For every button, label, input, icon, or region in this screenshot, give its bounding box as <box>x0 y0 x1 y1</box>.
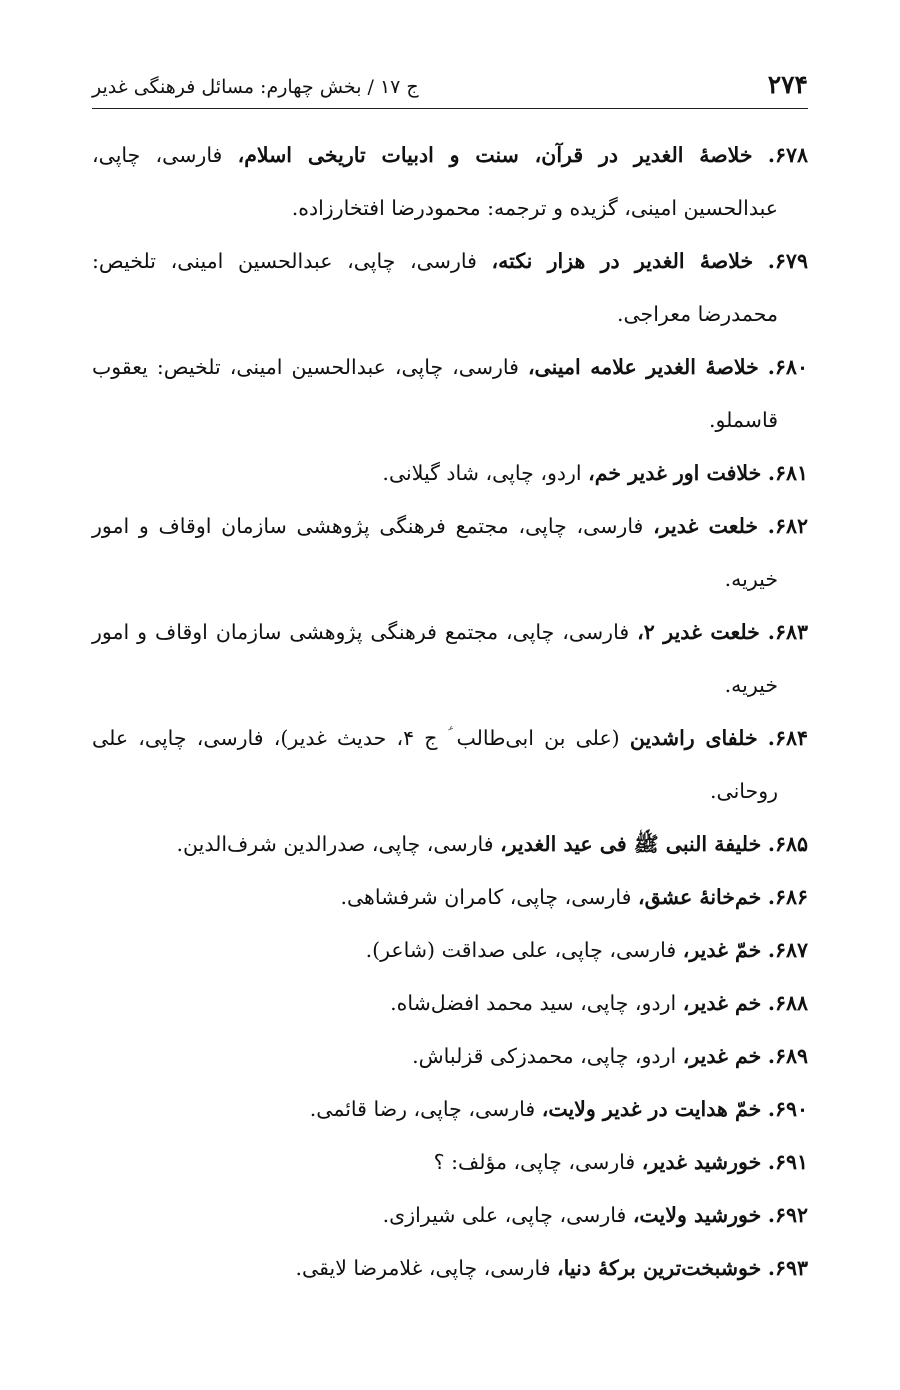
entry-details: فارسی، چاپی، مؤلف: ؟ <box>433 1150 636 1174</box>
list-item <box>92 871 808 924</box>
list-item <box>92 712 808 818</box>
entry-number: ۶۸۵. <box>767 832 808 856</box>
entry-details: فارسی، چاپی، علی شیرازی. <box>382 1203 627 1227</box>
entry-details: اردو، چاپی، شاد گیلانی. <box>382 461 582 485</box>
bibliography-list <box>92 129 808 1295</box>
entry-title: خلفای راشدین <box>629 726 758 750</box>
entry-title: خلیفة النبی ﷺ فی عید الغدیر، <box>500 832 762 856</box>
entry-title: خورشید ولایت، <box>632 1203 762 1227</box>
list-item <box>92 1242 808 1295</box>
list-item <box>92 924 808 977</box>
entry-title: خم غدیر، <box>682 1044 762 1068</box>
entry-details: فارسی، چاپی، علی صداقت (شاعر). <box>365 938 677 962</box>
entry-details: اردو، چاپی، سید محمد افضل‌شاه. <box>390 991 677 1015</box>
page-number: ۲۷۴ <box>767 70 808 99</box>
entry-title: خم‌خانهٔ عشق، <box>637 885 762 909</box>
entry-title: خلاصهٔ الغدیر در قرآن، سنت و ادبیات تاریخی اسلام، <box>237 143 753 167</box>
entry-number: ۶۸۰. <box>767 355 808 379</box>
entry-details: فارسی، چاپی، عبدالحسین امینی، تلخیص: محمدرضا معراجی. <box>92 249 778 326</box>
entry-number: ۶۷۸. <box>767 143 808 167</box>
list-item <box>92 818 808 871</box>
list-item <box>92 606 808 712</box>
list-item <box>92 1136 808 1189</box>
entry-details: فارسی، چاپی، کامران شرفشاهی. <box>340 885 632 909</box>
entry-details: فارسی، چاپی، رضا قائمی. <box>309 1097 536 1121</box>
entry-number: ۶۸۷. <box>767 938 808 962</box>
entry-details: فارسی، چاپی، عبدالحسین امینی، تلخیص: یعقوب قاسملو. <box>92 355 778 432</box>
entry-title: خلاصهٔ الغدیر علامه امینی، <box>527 355 759 379</box>
list-item <box>92 1083 808 1136</box>
entry-title: خم غدیر، <box>682 991 762 1015</box>
entry-number: ۶۸۶. <box>767 885 808 909</box>
list-item <box>92 129 808 235</box>
entry-title: خمّ هدایت در غدیر ولایت، <box>541 1097 762 1121</box>
running-title: ج ۱۷ / بخش چهارم: مسائل فرهنگی غدیر <box>92 76 419 98</box>
entry-number: ۶۹۰. <box>767 1097 808 1121</box>
entry-details: اردو، چاپی، محمدزکی قزلباش. <box>412 1044 677 1068</box>
entry-title: خلافت اور غدیر خم، <box>588 461 762 485</box>
entry-details: فارسی، چاپی، غلامرضا لایقی. <box>295 1256 551 1280</box>
document-page <box>92 70 808 1295</box>
entry-details: فارسی، چاپی، مجتمع فرهنگی پژوهشی سازمان اوقاف و امور خیریه. <box>92 620 778 697</box>
entry-title: خمّ غدیر، <box>682 938 762 962</box>
entry-title: خلاصهٔ الغدیر در هزار نکته، <box>491 249 754 273</box>
entry-number: ۶۸۸. <box>767 991 808 1015</box>
list-item <box>92 235 808 341</box>
entry-title: خلعت غدیر ۲، <box>637 620 760 644</box>
entry-number: ۶۸۳. <box>767 620 808 644</box>
entry-number: ۶۸۱. <box>767 461 808 485</box>
entry-title: خورشید غدیر، <box>641 1150 762 1174</box>
entry-title: خوشبخت‌ترین برکهٔ دنیا، <box>557 1256 762 1280</box>
list-item <box>92 1030 808 1083</box>
entry-number: ۶۹۱. <box>767 1150 808 1174</box>
list-item <box>92 1189 808 1242</box>
entry-number: ۶۹۲. <box>767 1203 808 1227</box>
entry-details: فارسی، چاپی، عبدالحسین امینی، گزیده و ترجمه: محمودرضا افتخارزاده. <box>92 143 778 220</box>
entry-number: ۶۸۹. <box>767 1044 808 1068</box>
list-item <box>92 500 808 606</box>
entry-details: فارسی، چاپی، صدرالدین شرف‌الدین. <box>176 832 494 856</box>
entry-number: ۶۸۲. <box>767 514 808 538</box>
entry-number: ۶۹۳. <box>767 1256 808 1280</box>
entry-number: ۶۷۹. <box>767 249 808 273</box>
entry-details: (علی بن ابی‌طالب ؑ ج ۴، حدیث غدیر)، فارسی، چاپی، علی روحانی. <box>92 726 778 803</box>
entry-details: فارسی، چاپی، مجتمع فرهنگی پژوهشی سازمان اوقاف و امور خیریه. <box>92 514 778 591</box>
entry-number: ۶۸۴. <box>767 726 808 750</box>
page-header <box>92 70 808 109</box>
list-item <box>92 341 808 447</box>
list-item <box>92 977 808 1030</box>
entry-title: خلعت غدیر، <box>653 514 759 538</box>
list-item <box>92 447 808 500</box>
